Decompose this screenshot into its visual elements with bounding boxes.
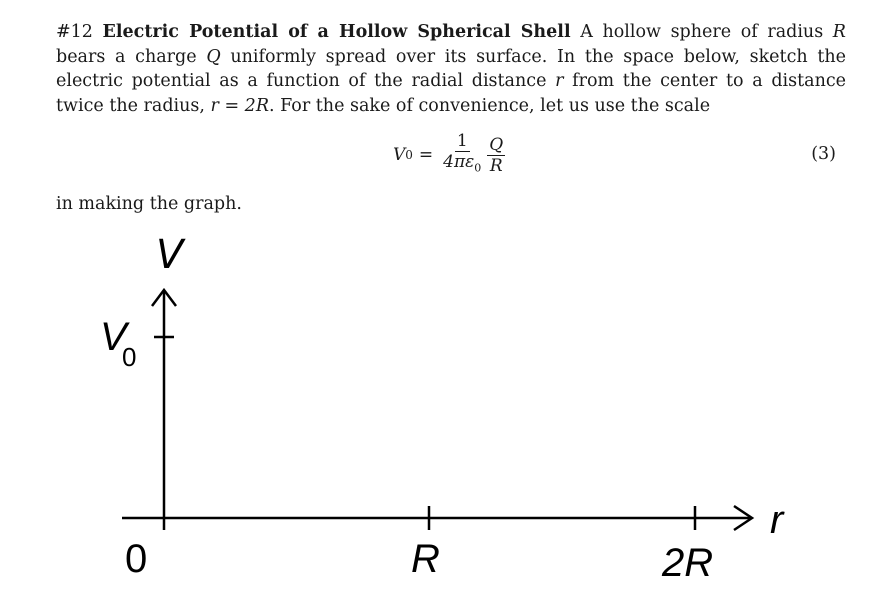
equation-number: (3) bbox=[811, 144, 836, 164]
after-text: in making the graph. bbox=[56, 194, 242, 214]
v0-label: V bbox=[100, 315, 127, 359]
problem-text-2: bears a charge bbox=[56, 46, 207, 67]
var-R: R bbox=[832, 22, 846, 42]
eq-frac1-num: 1 bbox=[456, 131, 468, 152]
var-r: r bbox=[555, 71, 564, 91]
origin-label: 0 bbox=[125, 537, 148, 581]
tick-label-R: R bbox=[411, 537, 440, 581]
eq-frac2-den: R bbox=[489, 155, 503, 176]
v0-label-sub: 0 bbox=[122, 342, 137, 372]
problem-title: Electric Potential of a Hollow Spherical Shell bbox=[102, 22, 571, 42]
problem-text-5: . For the sake of convenience, let us use the scale bbox=[269, 95, 711, 116]
problem-text-3: uniformly spread over its surface. In the space below, sketch the electric potential as a function of the radial distance bbox=[56, 46, 847, 91]
eq-lhs: V bbox=[393, 145, 406, 165]
problem-text-4: from the center to a distance twice the radius, bbox=[56, 71, 846, 116]
v-axis-label: V bbox=[156, 232, 184, 278]
r-axis-label: r bbox=[770, 498, 784, 542]
eq-frac1-den: 4πε bbox=[443, 152, 475, 173]
var-Q: Q bbox=[206, 46, 221, 67]
eq-equals: = bbox=[418, 145, 434, 165]
problem-number: #12 bbox=[56, 22, 93, 42]
eq-frac1-den-sub: 0 bbox=[474, 161, 482, 175]
tick-label-2R: 2R bbox=[662, 541, 714, 585]
eq-frac2-num: Q bbox=[489, 134, 504, 155]
eq-lhs-sub: 0 bbox=[405, 148, 413, 162]
inline-equation: r = 2R bbox=[210, 95, 269, 116]
problem-text-1: A hollow sphere of radius bbox=[570, 22, 833, 42]
